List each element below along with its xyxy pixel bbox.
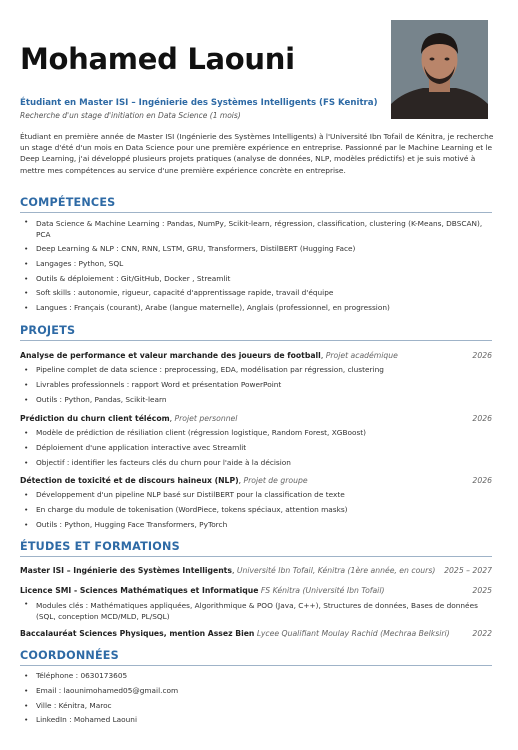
- project-bullets: [24, 363, 484, 407]
- project-bullet: • Pipeline complet de data science : preprocessing, EDA, modélisation par régression, clustering: [24, 363, 484, 378]
- education-title: Baccalauréat Sciences Physiques, mention Assez Bien: [20, 629, 255, 638]
- contact-list: [24, 669, 484, 728]
- education-heading: Master ISI – Ingénierie des Systèmes Intelligents, Université Ibn Tofail, Kénitra (1ère année, en cours) 2025 – 2027: [20, 566, 492, 575]
- project-heading: Prédiction du churn client télécom, Projet personnel 2026: [20, 414, 492, 423]
- competences-list: [24, 216, 484, 316]
- competence-item: • Deep Learning & NLP : CNN, RNN, LSTM, GRU, Transformers, DistilBERT (Hugging Face): [24, 242, 484, 257]
- education-date: 2025: [472, 586, 492, 595]
- education-place: Université Ibn Tofail, Kénitra (1ère année, en cours): [236, 566, 436, 575]
- project-bullet: • Objectif : identifier les facteurs clés du churn pour l'aide à la décision: [24, 456, 484, 471]
- project-bullet: • En charge du module de tokenisation (WordPiece, tokens spéciaux, attention masks): [24, 503, 484, 518]
- project-title: Prédiction du churn client télécom: [20, 414, 170, 423]
- candidate-name: Mohamed Laouni: [20, 42, 295, 76]
- headline: Étudiant en Master ISI – Ingénierie des Systèmes Intelligents (FS Kenitra): [20, 98, 378, 108]
- competence-item: • Soft skills : autonomie, rigueur, capacité d'apprentissage rapide, travail d'équipe: [24, 286, 484, 301]
- competence-item: • Data Science & Machine Learning : Pandas, NumPy, Scikit-learn, régression, classification, clustering (K-Means, DBSCAN), PCA: [24, 216, 484, 242]
- project-bullet: • Développement d'un pipeline NLP basé sur DistilBERT pour la classification de texte: [24, 488, 484, 503]
- education-place: FS Kénitra (Université Ibn Tofail): [260, 586, 385, 595]
- project-bullets: [24, 426, 484, 470]
- education-title: Master ISI – Ingénierie des Systèmes Intelligents: [20, 566, 232, 575]
- education-place: Lycee Qualifiant Moulay Rachid (Mechraa Belksiri): [256, 629, 450, 638]
- contact-phone: • Téléphone : 0630173605: [24, 669, 484, 684]
- project-date: 2026: [472, 351, 492, 360]
- education-heading: [20, 629, 492, 638]
- education-heading: [20, 586, 492, 595]
- section-title-projets: PROJETS: [20, 324, 492, 341]
- section-title-competences: COMPÉTENCES: [20, 196, 492, 213]
- project-bullets: [24, 488, 484, 532]
- project-bullet: • Livrables professionnels : rapport Word et présentation PowerPoint: [24, 378, 484, 393]
- section-title-etudes: ÉTUDES ET FORMATIONS: [20, 540, 492, 557]
- subheadline: Recherche d'un stage d'initiation en Data Science (1 mois): [20, 111, 241, 120]
- project-heading: Analyse de performance et valeur marchande des joueurs de football, Projet académique 2026: [20, 351, 492, 360]
- competence-item: • Outils & déploiement : Git/GitHub, Docker , Streamlit: [24, 272, 484, 287]
- contact-linkedin: • LinkedIn : Mohamed Laouni: [24, 713, 484, 728]
- education-title: Licence SMI - Sciences Mathématiques et Informatique: [20, 586, 259, 595]
- contact-email: • Email : laounimohamed05@gmail.com: [24, 684, 484, 699]
- education-bullets: [24, 598, 484, 624]
- education-date: 2025 – 2027: [444, 566, 492, 575]
- education-bullet: • Modules clés : Mathématiques appliquées, Algorithmique & POO (Java, C++), Structures de données, Bases de données (SQL, conception MCD/MLD, PL/SQL): [24, 598, 484, 624]
- project-bullet: • Outils : Python, Hugging Face Transformers, PyTorch: [24, 518, 484, 533]
- competence-item: • Langages : Python, SQL: [24, 257, 484, 272]
- project-bullet: • Outils : Python, Pandas, Scikit-learn: [24, 393, 484, 408]
- project-type: Projet de groupe: [243, 476, 308, 485]
- profile-summary: Étudiant en première année de Master ISI (Ingénierie des Systèmes Intelligents) à l'Université Ibn Tofail de Kénitra, je recherche un stage d'été d'un mois en Data Science pour une première expérience en entreprise. Passionné par le Machine Learning et le Deep Learning, j'ai développé plusieurs projets pratiques (analyse de données, NLP, modèles prédictifs) et je suis motivé à mettre mes compétences au service d'une première expérience concrète en entreprise.: [20, 132, 494, 175]
- project-type: Projet académique: [325, 351, 398, 360]
- contact-city: • Ville : Kénitra, Maroc: [24, 699, 484, 714]
- competence-item: • Langues : Français (courant), Arabe (langue maternelle), Anglais (professionnel, en progression): [24, 301, 484, 316]
- project-type: Projet personnel: [174, 414, 238, 423]
- project-heading: Détection de toxicité et de discours haineux (NLP), Projet de groupe 2026: [20, 476, 492, 485]
- profile-photo: [391, 20, 488, 119]
- project-date: 2026: [472, 414, 492, 423]
- education-date: 2022: [472, 629, 492, 638]
- project-date: 2026: [472, 476, 492, 485]
- project-title: Détection de toxicité et de discours haineux (NLP): [20, 476, 239, 485]
- project-bullet: • Déploiement d'une application interactive avec Streamlit: [24, 441, 484, 456]
- section-title-coordonnees: COORDONNÉES: [20, 649, 492, 666]
- project-bullet: • Modèle de prédiction de résiliation client (régression logistique, Random Forest, XGBoost): [24, 426, 484, 441]
- project-title: Analyse de performance et valeur marchande des joueurs de football: [20, 351, 321, 360]
